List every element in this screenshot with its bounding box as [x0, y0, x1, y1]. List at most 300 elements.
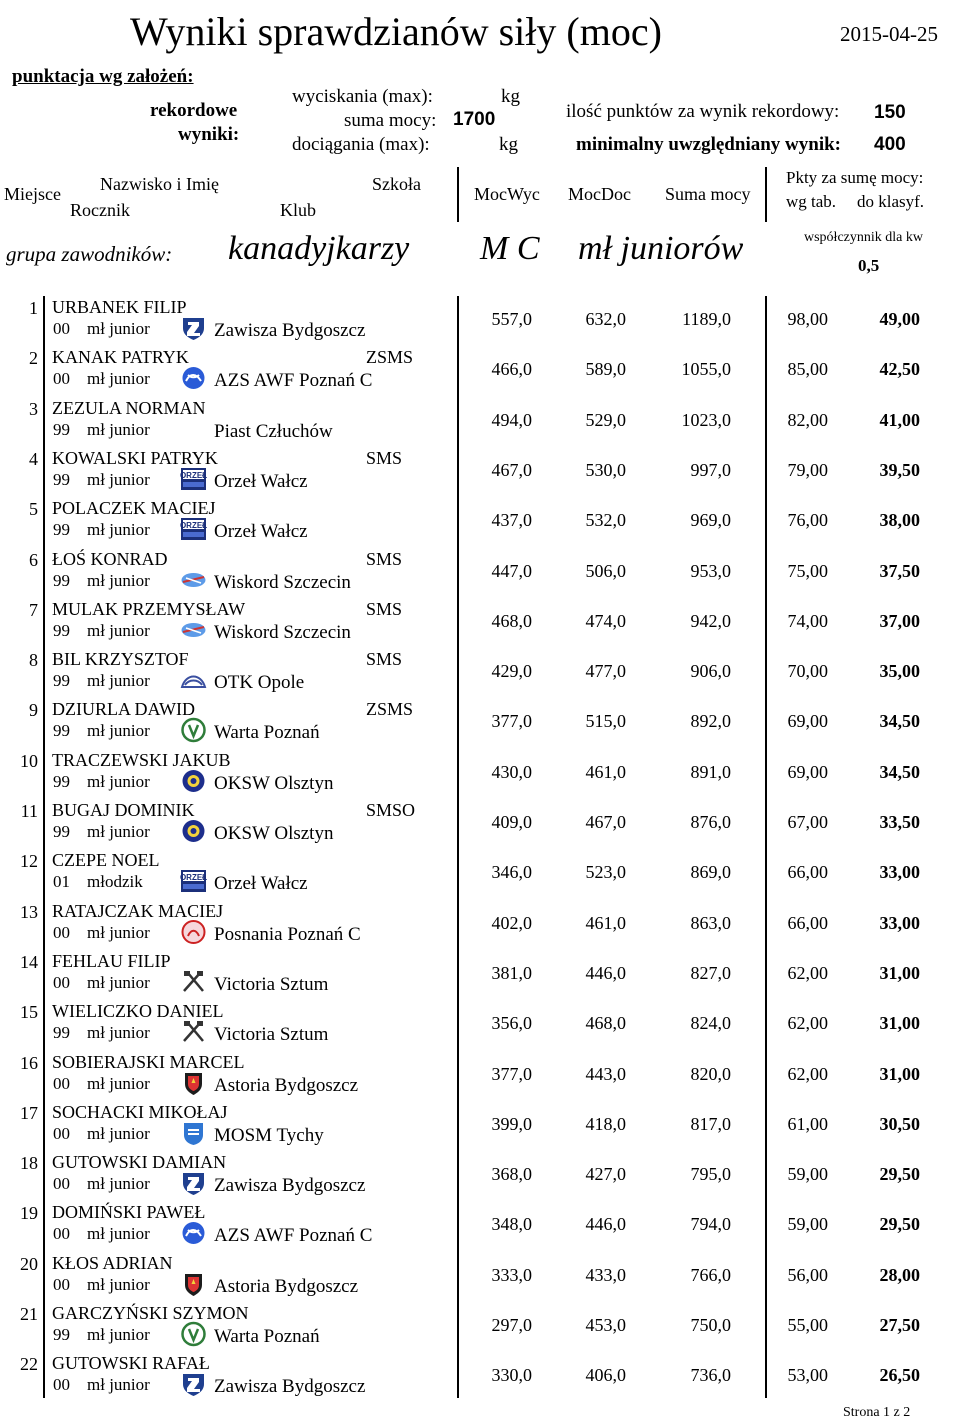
col-points-tab: wg tab. [786, 192, 837, 211]
age-category: mł junior [87, 520, 150, 540]
mocwyc-value: 402,0 [491, 912, 532, 933]
rank-cell: 20 [20, 1253, 38, 1274]
mocdoc-value: 474,0 [585, 610, 626, 631]
col-points-label: Pkty za sumę mocy: [786, 168, 924, 187]
age-category: mł junior [87, 1224, 150, 1244]
athlete-name: URBANEK FILIP [52, 297, 187, 317]
power-sum-value: 969,0 [690, 510, 731, 531]
birth-year: 99 [53, 822, 70, 841]
birth-year: 99 [53, 1325, 70, 1344]
age-category: mł junior [87, 1023, 150, 1043]
points-class-value: 31,00 [879, 962, 920, 983]
min-result-value: 400 [874, 134, 906, 155]
birth-year: 00 [53, 1274, 70, 1294]
birth-year: 00 [53, 369, 70, 389]
points-tab-value: 85,00 [787, 359, 828, 380]
mocdoc-value: 632,0 [585, 309, 626, 329]
mocdoc-value: 443,0 [585, 1063, 626, 1084]
table-row [0, 900, 960, 950]
power-sum-value: 817,0 [690, 1113, 731, 1134]
mocwyc-value: 381,0 [491, 962, 532, 983]
age-category: mł junior [87, 369, 150, 389]
points-tab-value: 59,00 [787, 1214, 828, 1235]
athlete-name: DOMIŃSKI PAWEŁ [52, 1202, 206, 1223]
group-age: mł juniorów [578, 230, 744, 267]
points-class-value: 38,00 [879, 510, 920, 531]
mocdoc-value: 515,0 [585, 711, 626, 732]
club-name: Astoria Bydgoszcz [214, 1275, 359, 1297]
table-row [0, 548, 960, 598]
points-tab-value: 66,00 [787, 912, 828, 933]
age-category: mł junior [87, 1174, 150, 1194]
athlete-name: CZEPE NOEL [52, 850, 160, 871]
rank-cell: 3 [29, 398, 38, 419]
table-row [0, 1352, 960, 1402]
mocwyc-value: 368,0 [491, 1164, 532, 1185]
birth-year: 99 [53, 1023, 70, 1043]
points-record-value: 150 [874, 102, 906, 123]
mocwyc-value: 447,0 [491, 560, 532, 581]
age-category: mł junior [87, 771, 150, 791]
power-sum-value: 942,0 [690, 610, 731, 631]
table-row [0, 1302, 960, 1352]
points-class-value: 39,50 [879, 459, 920, 480]
birth-year: 99 [53, 419, 70, 439]
points-class-value: 27,50 [879, 1315, 920, 1335]
mocwyc-value: 429,0 [491, 661, 532, 682]
points-class-value: 35,00 [879, 661, 920, 682]
mocdoc-value: 461,0 [585, 761, 626, 782]
power-sum-value: 1055,0 [681, 359, 731, 380]
power-sum-value: 824,0 [690, 1013, 731, 1034]
power-sum-value: 736,0 [690, 1365, 731, 1386]
mocdoc-value: 433,0 [585, 1264, 626, 1285]
points-tab-value: 79,00 [787, 459, 828, 480]
power-sum-value: 863,0 [690, 912, 731, 933]
mocwyc-value: 430,0 [491, 761, 532, 782]
shield-icon [180, 1371, 207, 1397]
birth-year: 99 [53, 520, 70, 540]
col-club: Klub [280, 200, 316, 220]
points-class-value: 28,00 [879, 1264, 920, 1285]
power-sum-value: 892,0 [690, 711, 731, 732]
age-category: mł junior [87, 1325, 150, 1344]
col-points-class: do klasyf. [857, 192, 925, 211]
points-tab-value: 55,00 [787, 1315, 828, 1335]
mocwyc-value: 557,0 [491, 309, 532, 329]
points-class-value: 29,50 [879, 1214, 920, 1235]
athlete-name: KŁOS ADRIAN [52, 1252, 173, 1273]
athlete-name: KOWALSKI PATRYK [52, 447, 218, 468]
orzel-icon [180, 516, 207, 542]
astoria-icon [180, 1271, 207, 1297]
table-row [0, 346, 960, 396]
points-tab-value: 67,00 [787, 812, 828, 832]
points-tab-value: 53,00 [787, 1365, 828, 1386]
athlete-name: SOCHACKI MIKOŁAJ [52, 1101, 228, 1122]
power-sum-value: 795,0 [690, 1164, 731, 1185]
birth-year: 00 [53, 1073, 70, 1093]
power-sum-value: 750,0 [690, 1315, 731, 1335]
rank-cell: 19 [20, 1203, 38, 1224]
rank-cell: 2 [29, 348, 38, 369]
table-row [0, 497, 960, 547]
table-row [0, 1252, 960, 1302]
athlete-name: DZIURLA DAWID [52, 699, 196, 720]
age-category: mł junior [87, 1274, 150, 1294]
table-row [0, 648, 960, 698]
points-tab-value: 59,00 [787, 1164, 828, 1185]
points-class-value: 49,00 [879, 309, 920, 329]
min-result-label: minimalny uwzględniany wynik: [576, 134, 841, 155]
birth-year: 00 [53, 319, 70, 338]
points-tab-value: 62,00 [787, 1013, 828, 1034]
table-row [0, 698, 960, 748]
points-class-value: 37,00 [879, 610, 920, 631]
club-name: Orzeł Wałcz [214, 873, 308, 895]
coef-label: współczynnik dla kw [804, 230, 923, 245]
col-name: Nazwisko i Imię [100, 174, 219, 194]
mocwyc-value: 437,0 [491, 510, 532, 531]
birth-year: 99 [53, 721, 70, 741]
mocwyc-value: 467,0 [491, 459, 532, 480]
page-footer: Strona 1 z 2 [843, 1405, 911, 1420]
rank-cell: 8 [29, 650, 38, 671]
club-name: Wiskord Szczecin [214, 621, 351, 643]
club-name: Warta Poznań [214, 722, 320, 744]
athlete-name: ZEZULA NORMAN [52, 397, 206, 418]
points-tab-value: 74,00 [787, 610, 828, 631]
athlete-name: RATAJCZAK MACIEJ [52, 900, 224, 921]
club-name: OKSW Olsztyn [214, 823, 334, 844]
power-sum-value: 869,0 [690, 862, 731, 883]
oksw-icon [180, 768, 207, 794]
rank-cell: 14 [20, 951, 38, 972]
age-category: mł junior [87, 922, 150, 942]
power-sum-value: 820,0 [690, 1063, 731, 1084]
school-cell: SMS [366, 598, 403, 619]
posnania-icon [180, 919, 207, 945]
mocdoc-value: 523,0 [585, 862, 626, 883]
record-label-2: wyniki: [178, 124, 240, 145]
rank-cell: 17 [20, 1102, 38, 1123]
mocwyc-value: 399,0 [491, 1113, 532, 1134]
azs-icon [180, 1220, 207, 1246]
points-tab-value: 61,00 [787, 1113, 828, 1134]
athlete-name: BUGAJ DOMINIK [52, 800, 195, 820]
points-class-value: 41,00 [879, 409, 920, 430]
points-tab-value: 82,00 [787, 409, 828, 430]
astoria-icon [180, 1070, 207, 1096]
power-sum-value: 766,0 [690, 1264, 731, 1285]
warta-icon [180, 717, 207, 743]
athlete-name: FEHLAU FILIP [52, 950, 171, 971]
rank-cell: 21 [20, 1304, 38, 1324]
deadlift-label: dociągania (max): [292, 134, 430, 155]
age-category: mł junior [87, 620, 150, 640]
rank-cell: 22 [20, 1354, 38, 1375]
power-sum-value: 876,0 [690, 812, 731, 832]
power-sum-value: 906,0 [690, 661, 731, 682]
col-year: Rocznik [70, 200, 130, 220]
athlete-name: WIELICZKO DANIEL [52, 1001, 224, 1022]
victoria-icon [180, 969, 207, 995]
mocdoc-value: 532,0 [585, 510, 626, 531]
birth-year: 00 [53, 1224, 70, 1244]
oksw-icon [180, 818, 207, 844]
mocdoc-value: 446,0 [585, 1214, 626, 1235]
power-sum-value: 827,0 [690, 962, 731, 983]
mocwyc-value: 356,0 [491, 1013, 532, 1034]
athlete-name: GUTOWSKI DAMIAN [52, 1152, 227, 1173]
warta-icon [180, 1321, 207, 1347]
points-class-value: 33,50 [879, 812, 920, 832]
mocwyc-value: 377,0 [491, 711, 532, 732]
mocdoc-value: 529,0 [585, 409, 626, 430]
mocwyc-value: 330,0 [491, 1365, 532, 1386]
club-name: Victoria Sztum [214, 973, 329, 995]
mocwyc-value: 466,0 [491, 359, 532, 380]
age-category: mł junior [87, 822, 150, 841]
victoria-icon [180, 1019, 207, 1045]
record-label-1: rekordowe [150, 100, 238, 121]
col-mocdoc: MocDoc [568, 184, 631, 204]
age-category: mł junior [87, 419, 150, 439]
orzel-icon [180, 466, 207, 492]
points-class-value: 30,50 [879, 1113, 920, 1134]
points-record-label: ilość punktów za wynik rekordowy: [566, 101, 840, 122]
points-class-value: 34,50 [879, 761, 920, 782]
group-gender-class: M C [480, 230, 540, 267]
table-row [0, 849, 960, 899]
mocdoc-value: 589,0 [585, 359, 626, 380]
birth-year: 00 [53, 922, 70, 942]
otk-icon [180, 667, 207, 693]
table-row [0, 1101, 960, 1151]
mocdoc-value: 418,0 [585, 1113, 626, 1134]
points-class-value: 29,50 [879, 1164, 920, 1185]
mocdoc-value: 506,0 [585, 560, 626, 581]
mocwyc-value: 348,0 [491, 1214, 532, 1235]
col-sum: Suma mocy [665, 184, 751, 204]
athlete-name: GUTOWSKI RAFAŁ [52, 1353, 210, 1374]
wiskord-icon [180, 617, 207, 643]
club-name: Victoria Sztum [214, 1024, 329, 1046]
col-place: Miejsce [4, 184, 61, 204]
points-class-value: 42,50 [879, 359, 920, 380]
athlete-name: GARCZYŃSKI SZYMON [52, 1303, 249, 1323]
table-row [0, 598, 960, 648]
mocdoc-value: 427,0 [585, 1164, 626, 1185]
points-class-value: 33,00 [879, 912, 920, 933]
birth-year: 99 [53, 469, 70, 489]
table-row [0, 1201, 960, 1251]
azs-icon [180, 365, 207, 391]
mocdoc-value: 467,0 [585, 812, 626, 832]
age-category: mł junior [87, 570, 150, 590]
age-category: młodzik [87, 872, 143, 892]
age-category: mł junior [87, 1123, 150, 1143]
deadlift-unit: kg [499, 134, 518, 155]
birth-year: 00 [53, 1123, 70, 1143]
rank-cell: 18 [20, 1153, 38, 1174]
age-category: mł junior [87, 1073, 150, 1093]
rank-cell: 10 [20, 750, 38, 771]
club-name: Wiskord Szczecin [214, 571, 351, 593]
school-cell: SMSO [366, 800, 416, 820]
school-cell: ZSMS [366, 347, 414, 368]
mocdoc-value: 461,0 [585, 912, 626, 933]
table-row [0, 1051, 960, 1101]
age-category: mł junior [87, 671, 150, 691]
points-tab-value: 69,00 [787, 761, 828, 782]
athlete-name: SOBIERAJSKI MARCEL [52, 1051, 245, 1072]
points-tab-value: 76,00 [787, 510, 828, 531]
age-category: mł junior [87, 469, 150, 489]
mocdoc-value: 477,0 [585, 661, 626, 682]
report-date: 2015-04-25 [840, 22, 938, 46]
club-name: Zawisza Bydgoszcz [214, 320, 366, 341]
table-row [0, 397, 960, 447]
birth-year: 00 [53, 1174, 70, 1194]
table-row [0, 749, 960, 799]
table-row [0, 1000, 960, 1050]
club-name: Astoria Bydgoszcz [214, 1074, 359, 1096]
points-tab-value: 69,00 [787, 711, 828, 732]
rank-cell: 1 [29, 298, 38, 318]
age-category: mł junior [87, 319, 150, 338]
age-category: mł junior [87, 721, 150, 741]
club-name: Orzeł Wałcz [214, 521, 308, 543]
power-sum-value: 1189,0 [682, 309, 731, 329]
points-tab-value: 75,00 [787, 560, 828, 581]
athlete-name: BIL KRZYSZTOF [52, 649, 189, 670]
table-row [0, 1151, 960, 1201]
points-class-value: 31,00 [879, 1063, 920, 1084]
rank-cell: 9 [29, 700, 38, 721]
club-name: OTK Opole [214, 672, 305, 694]
power-sum-value: 794,0 [690, 1214, 731, 1235]
group-discipline: kanadyjkarzy [228, 230, 410, 267]
power-sum-value: 953,0 [690, 560, 731, 581]
points-class-value: 31,00 [879, 1013, 920, 1034]
mocwyc-value: 333,0 [491, 1264, 532, 1285]
club-name: Warta Poznań [214, 1326, 320, 1347]
page-title: Wyniki sprawdzianów siły (moc) [130, 9, 662, 54]
coef-value: 0,5 [858, 256, 880, 275]
birth-year: 99 [53, 671, 70, 691]
club-name: Orzeł Wałcz [214, 470, 308, 492]
bench-label: wyciskania (max): [292, 86, 433, 107]
power-sum-value: 1023,0 [681, 409, 731, 430]
birth-year: 99 [53, 570, 70, 590]
athlete-name: POLACZEK MACIEJ [52, 498, 216, 519]
wiskord-icon [180, 567, 207, 593]
club-name: AZS AWF Poznań C [214, 1225, 373, 1247]
bench-unit: kg [501, 86, 520, 107]
mocwyc-value: 409,0 [491, 812, 532, 832]
athlete-name: TRACZEWSKI JAKUB [52, 749, 231, 770]
club-name: OKSW Olsztyn [214, 772, 334, 794]
birth-year: 00 [53, 972, 70, 992]
col-school: Szkoła [372, 174, 421, 194]
group-label: grupa zawodników: [6, 242, 173, 266]
orzel-icon [180, 868, 207, 894]
header-divider [457, 167, 459, 222]
mocwyc-value: 297,0 [491, 1315, 532, 1335]
school-cell: SMS [366, 649, 403, 670]
club-name: Zawisza Bydgoszcz [214, 1175, 366, 1197]
club-name: Piast Człuchów [214, 420, 333, 442]
birth-year: 00 [53, 1375, 70, 1395]
mocdoc-value: 530,0 [585, 459, 626, 480]
athlete-name: ŁOŚ KONRAD [52, 548, 168, 569]
points-class-value: 33,00 [879, 862, 920, 883]
rank-cell: 12 [20, 851, 38, 872]
birth-year: 99 [53, 771, 70, 791]
mocwyc-value: 468,0 [491, 610, 532, 631]
mocwyc-value: 377,0 [491, 1063, 532, 1084]
age-category: mł junior [87, 1375, 150, 1395]
points-tab-value: 66,00 [787, 862, 828, 883]
mocwyc-value: 346,0 [491, 862, 532, 883]
rank-cell: 5 [29, 499, 38, 520]
shield-icon [180, 1170, 207, 1196]
col-mocwyc: MocWyc [474, 184, 540, 204]
shield-icon [180, 315, 207, 341]
club-name: Zawisza Bydgoszcz [214, 1376, 366, 1398]
assumptions-label: punktacja wg założeń: [12, 66, 194, 87]
athlete-name: MULAK PRZEMYSŁAW [52, 598, 246, 619]
table-row [0, 799, 960, 849]
club-name: MOSM Tychy [214, 1124, 324, 1146]
points-class-value: 34,50 [879, 711, 920, 732]
rank-cell: 6 [29, 549, 38, 570]
points-tab-value: 98,00 [787, 309, 828, 329]
rank-cell: 11 [20, 801, 38, 821]
mocdoc-value: 446,0 [585, 962, 626, 983]
power-sum-label: suma mocy: [344, 110, 437, 131]
rank-cell: 13 [20, 901, 38, 922]
rank-cell: 7 [29, 599, 38, 620]
mocdoc-value: 406,0 [585, 1365, 626, 1386]
birth-year: 99 [53, 620, 70, 640]
power-sum-value: 891,0 [690, 761, 731, 782]
power-sum-value: 1700 [453, 109, 496, 130]
mosm-icon [180, 1120, 207, 1146]
points-class-value: 37,50 [879, 560, 920, 581]
table-row [0, 447, 960, 497]
club-name: AZS AWF Poznań C [214, 370, 373, 392]
mocdoc-value: 468,0 [585, 1013, 626, 1034]
header-divider [765, 167, 767, 222]
birth-year: 01 [53, 872, 70, 892]
table-row [0, 296, 960, 346]
table-row [0, 950, 960, 1000]
mocdoc-value: 453,0 [585, 1315, 626, 1335]
rank-cell: 4 [29, 448, 38, 469]
school-cell: ZSMS [366, 699, 414, 720]
rank-cell: 15 [20, 1002, 38, 1023]
points-tab-value: 70,00 [787, 661, 828, 682]
points-tab-value: 62,00 [787, 1063, 828, 1084]
rank-cell: 16 [20, 1052, 38, 1073]
points-class-value: 26,50 [879, 1365, 920, 1386]
athlete-name: KANAK PATRYK [52, 347, 189, 368]
power-sum-value: 997,0 [690, 459, 731, 480]
age-category: mł junior [87, 972, 150, 992]
points-tab-value: 62,00 [787, 962, 828, 983]
